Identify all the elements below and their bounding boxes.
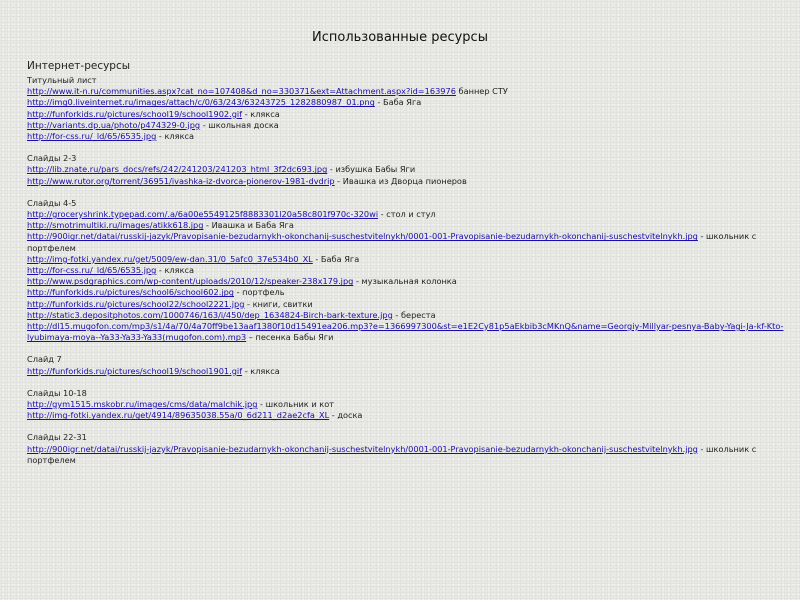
- resource-description: - клякса: [156, 265, 195, 276]
- resource-groups: [27, 75, 792, 466]
- resource-description: – песенка Бабы Яги: [246, 332, 334, 343]
- group-label: Слайды 4-5: [27, 197, 77, 208]
- group-spacer: [27, 421, 792, 432]
- resource-link[interactable]: http://img-fotki.yandex.ru/get/5009/ew-dan.31/0_5afc0_37e534b0_XL: [27, 253, 313, 264]
- resource-entry: [27, 254, 792, 265]
- group-label: Слайды 10-18: [27, 387, 87, 398]
- resource-entry: [27, 164, 792, 175]
- resource-link[interactable]: http://www.it-n.ru/communities.aspx?cat_no=107408&d_no=330371&ext=Attachment.aspx?id=163976: [27, 86, 456, 97]
- group-spacer: [27, 187, 792, 198]
- resource-description: - Баба Яга: [374, 97, 422, 108]
- resource-description: - береста: [392, 309, 436, 320]
- resource-entry: [27, 176, 792, 187]
- resource-link[interactable]: http://for-css.ru/_ld/65/6535.jpg: [27, 265, 157, 276]
- resource-link[interactable]: http://variants.dp.ua/photo/p474329-0.jpg: [27, 119, 201, 130]
- resource-entry: [27, 265, 792, 276]
- group-label: Титульный лист: [27, 75, 97, 85]
- resource-link[interactable]: http://funforkids.ru/pictures/school6/school602.jpg: [27, 287, 234, 298]
- resource-description: - школьник с портфелем: [27, 231, 757, 253]
- resource-link[interactable]: http://for-css.ru/_ld/65/6535.jpg: [27, 131, 157, 142]
- resource-description: - Баба Яга: [312, 253, 360, 264]
- group-spacer: [27, 142, 792, 153]
- resource-entry: [27, 97, 792, 108]
- resource-entry: [27, 120, 792, 131]
- resource-link[interactable]: http://www.psdgraphics.com/wp-content/uploads/2010/12/speaker-238x179.jpg: [27, 276, 354, 287]
- resource-description: - стол и стул: [378, 209, 436, 220]
- resource-description: - избушка Бабы Яги: [327, 164, 416, 175]
- resource-entry: [27, 276, 792, 287]
- resource-description: - клякса: [242, 365, 280, 376]
- resource-link[interactable]: http://900igr.net/datai/russkij-jazyk/Pravopisanie-bezudarnykh-okonchanij-suschestvitelnykh/0001-001-Pravopisanie-bezudarnykh-okonchanij-suschestvitelnykh.jpg: [27, 231, 698, 242]
- group-label: Слайды 22-31: [27, 432, 87, 443]
- resource-link[interactable]: http://www.rutor.org/torrent/36951/ivashka-iz-dvorca-pionerov-1981-dvdrip: [27, 175, 335, 186]
- resource-entry: [27, 231, 792, 253]
- resource-description: баннер СТУ: [455, 86, 508, 97]
- resource-entry: [27, 209, 792, 220]
- resources-list: [27, 60, 792, 466]
- resource-description: - школьник и кот: [257, 399, 334, 410]
- resource-entry: [27, 366, 792, 377]
- resource-entry: [27, 321, 792, 343]
- resource-entry: [27, 220, 792, 231]
- resource-description: - школьник с портфелем: [27, 443, 757, 465]
- resource-entry: [27, 131, 792, 142]
- group-label: Слайд 7: [27, 354, 62, 365]
- resource-description: - портфель: [233, 287, 285, 298]
- resource-description: - Ивашка из Дворца пионеров: [334, 175, 467, 186]
- resource-link[interactable]: http://smotrimultiki.ru/images/atikk618.jpg: [27, 220, 204, 231]
- resource-link[interactable]: http://static3.depositphotos.com/1000746/163/i/450/dep_1634824-Birch-bark-texture.jpg: [27, 309, 393, 320]
- resource-description: - Ивашка и Баба Яга: [203, 220, 294, 231]
- resource-link[interactable]: http://funforkids.ru/pictures/school19/school1901.gif: [27, 365, 243, 376]
- resource-link[interactable]: http://lib.znate.ru/pars_docs/refs/242/241203/241203_html_3f2dc693.jpg: [27, 164, 328, 175]
- resource-entry: [27, 399, 792, 410]
- resource-description: - клякса: [242, 108, 280, 119]
- resource-entry: [27, 109, 792, 120]
- resource-description: - музыкальная колонка: [353, 276, 457, 287]
- group-spacer: [27, 343, 792, 354]
- resource-link[interactable]: http://img0.liveinternet.ru/images/attach/c/0/63/243/63243725_1282880987_01.png: [27, 97, 375, 108]
- resource-entry: [27, 310, 792, 321]
- group-label: Слайды 2-3: [27, 153, 77, 164]
- resource-link[interactable]: http://900igr.net/datai/russkij-jazyk/Pravopisanie-bezudarnykh-okonchanij-suschestvitelnykh/0001-001-Pravopisanie-bezudarnykh-okonchanij-suschestvitelnykh.jpg: [27, 443, 698, 454]
- resource-entry: [27, 86, 792, 97]
- resource-entry: [27, 287, 792, 298]
- resource-description: - школьная доска: [200, 119, 279, 130]
- resource-link[interactable]: http://groceryshrink.typepad.com/.a/6a00e5549125f8883301l20a58c801f970c-320wi: [27, 209, 379, 220]
- resource-entry: [27, 299, 792, 310]
- section-heading: Интернет-ресурсы: [27, 60, 131, 72]
- group-spacer: [27, 377, 792, 388]
- resource-description: - книги, свитки: [244, 298, 313, 309]
- resource-link[interactable]: http://dl15.mugofon.com/mp3/s1/4a/70/4a70ff9be13aaf1380f10d15491ea206.mp3?e=1366997300&st=e1E2Cy81p5aEkbib3cMKnQ&name=Georgiy-Millyar-pesnya-Baby-Yagi-Ja-kf-Kto-lyubimaya-moya--Ya33-Ya33-Ya33(mugofon.com).mp3: [27, 321, 784, 343]
- resource-link[interactable]: http://img-fotki.yandex.ru/get/4914/89635038.55a/0_6d211_d2ae2cfa_XL: [27, 410, 330, 421]
- resource-entry: [27, 410, 792, 421]
- resource-entry: [27, 444, 792, 466]
- resource-link[interactable]: http://gym1515.mskobr.ru/images/cms/data/malchik.jpg: [27, 399, 258, 410]
- resource-description: - клякса: [156, 131, 195, 142]
- resource-link[interactable]: http://funforkids.ru/pictures/school22/school2221.jpg: [27, 298, 245, 309]
- resource-link[interactable]: http://funforkids.ru/pictures/school19/school1902.gif: [27, 108, 243, 119]
- resource-description: - доска: [329, 410, 363, 421]
- page-title: Использованные ресурсы: [312, 30, 488, 45]
